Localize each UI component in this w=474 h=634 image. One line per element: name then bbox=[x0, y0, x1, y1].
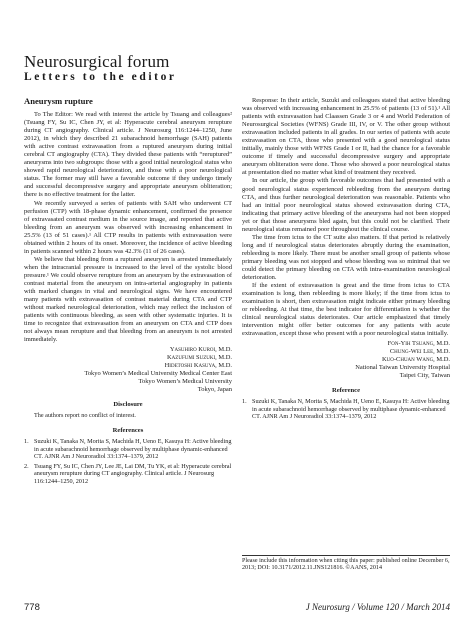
affiliation-line: National Taiwan University Hospital bbox=[355, 364, 450, 372]
letter-paragraph: To The Editor: We read with interest the article by Tsuang and colleagues² (Tsuang FY, Su IC, Chen JY, et al: Hyperacute cerebral aneurysm rerupture during CT angiography. Clinical article. J Neurosurg 116:1244–1250, June 2012), in which they described 21 subarachnoid hemorrhage (SAH) patients with active contrast extravasation from a ruptured aneurysm during initial cerebral CT angiography (CTA). They divided these patients with “reruptured” aneurysms into two subgroups: those with a good initial neurological status who showed rapid neurological deterioration, and those with a poor neurological status. The former may still have a favorable outcome if they undergo timely and successful decompressive surgery and appropriate aneurysm obliteration; there is no effective treatment for the latter. bbox=[24, 111, 232, 199]
reference-text: Suzuki K, Tanaka N, Morita S, Machida H, Ueno E, Kasuya H: Active bleeding in acute subarachnoid hemorrhage observed by multiphase dynamic-enhanced CT. AJNR Am J Neuroradiol 33:1374–1379, 2012 bbox=[34, 438, 232, 461]
affiliation-line: Taipei City, Taiwan bbox=[399, 372, 450, 380]
left-column bbox=[24, 96, 232, 487]
footnote-divider bbox=[242, 555, 450, 556]
right-column bbox=[242, 97, 450, 423]
affiliation-line: Tokyo Women’s Medical University bbox=[138, 378, 232, 386]
response-paragraph: If the extent of extravasation is great and the time from ictus to CTA examination is long, then rebleeding is more likely; if the time from ictus to examination is short, then extravasation might indicate either primary bleeding or rebleeding. At that time, the best indicator for differentiation is whether the clinical neurological status deteriorates. Our article emphasized that timely intervention might offer better outcomes for any patients with acute extravasation, except those who present with a poor neurological status initially. bbox=[242, 282, 450, 338]
letter-signature bbox=[24, 346, 232, 394]
affiliation-line: Tokyo, Japan bbox=[197, 386, 232, 394]
reference-number: 1. bbox=[242, 398, 247, 406]
page-number: 778 bbox=[24, 602, 40, 613]
journal-running-footer: J Neurosurg / Volume 120 / March 2014 bbox=[305, 602, 450, 612]
reference-item bbox=[24, 463, 232, 486]
reference-heading: Reference bbox=[331, 387, 361, 395]
author-name: Hidetoshi Kasuya, M.D. bbox=[164, 362, 232, 370]
reference-number: 2. bbox=[24, 462, 29, 470]
letters-subheading: Letters to the editor bbox=[24, 71, 177, 83]
affiliation-line: Tokyo Women’s Medical University Medical Center East bbox=[84, 370, 232, 378]
response-signature bbox=[242, 340, 450, 380]
references-heading: References bbox=[112, 427, 144, 435]
reference-text: Suzuki K, Tanaka N, Morita S, Machida H, Ueno E, Kasuya H: Active bleeding in acute subarachnoid hemorrhage observed by multiphase dynamic-enhanced CT. AJNR Am J Neuroradiol 33:1374–1379, 2012 bbox=[252, 398, 450, 421]
author-name: Fon-Yih Tsuang, M.D. bbox=[387, 340, 450, 348]
author-name: Kuo-Chuan Wang, M.D. bbox=[382, 356, 450, 364]
author-name: Yasuhiro Kuroi, M.D. bbox=[169, 346, 232, 354]
page-header bbox=[24, 52, 177, 84]
author-name: Chung-Wei Lee, M.D. bbox=[389, 348, 450, 356]
reference-item bbox=[242, 398, 450, 421]
author-name: Kazufumi Suzuki, M.D. bbox=[167, 354, 232, 362]
citation-footnote: Please include this information when citing this paper: published online December 6, 2013; DOI: 10.3171/2012.11.JNS121816. ©AANS, 2014 bbox=[242, 558, 450, 572]
reference-text: Tsuang FY, Su IC, Chen JY, Lee JE, Lai DM, Tu YK, et al: Hyperacute cerebral aneurysm rerupture during CT angiography. Clinical article. J Neurosurg 116:1244–1250, 2012 bbox=[34, 462, 232, 485]
response-paragraph: Response: In their article, Suzuki and colleagues stated that active bleeding was observed with increasing enhancement in 25.5% of patients (13 of 51).¹ All patients with extravasation had Claassen Grade 3 or 4 and World Federation of Neurosurgical Societies (WFNS) Grade III, IV, or V. The other group without extravasation included patients in all grades. In our series of patients with acute extravasation on CTA, those who presented with a good neurological status initially, mainly those with WFNS Grade I or II, had the chance for a favorable outcome if timely and successful decompressive surgery and appropriate aneurysm obliteration were done. Those who showed a poor neurological status at presentation died no matter what kind of treatment they received. bbox=[242, 97, 450, 177]
reference-item bbox=[24, 438, 232, 461]
letter-paragraph: We recently surveyed a series of patients with SAH who underwent CT perfusion (CTP) with 18-phase dynamic enhancement, confirmed the presence of extravasated contrast medium in the source image, and reported that active bleeding from an aneurysm was observed with increasing enhancement in 25.5% (13 of 51 cases).¹ All CTP results in patients with extravasation were obtained within 2 hours of its onset. Moreover, the incidence of active bleeding in patients scanned within 2 hours was 42.3% (11 of 26 cases). bbox=[24, 199, 232, 255]
article-title: Aneurysm rupture bbox=[24, 96, 93, 106]
reference-number: 1. bbox=[24, 438, 29, 446]
response-paragraph: The time from ictus to the CT suite also matters. If that period is relatively long and if neurological status deteriorates abruptly during the examination, rebleeding is more likely. There must be another small group of patients whose primary bleeding was not stopped and whose bleeding was so minimal that we could detect the primary bleeding on CTA with intra-examination neurological deterioration. bbox=[242, 233, 450, 282]
disclosure-text: The authors report no conflict of interest. bbox=[34, 412, 136, 420]
disclosure-heading: Disclosure bbox=[113, 401, 143, 409]
response-paragraph: In our article, the group with favorable outcomes that had presented with a good neurological status experienced rebleeding from the aneurysm during CTA, and thus further neurological deterioration was reasonable. Patients who had an initial poor neurological status showed extravasation during CTA, indicating that primary active bleeding of the aneurysms had not been stopped yet or that those aneurysms bled again, but this could not be clarified. Their neurological status remained poor throughout the clinical course. bbox=[242, 177, 450, 233]
journal-section-title: Neurosurgical forum bbox=[24, 52, 170, 71]
letter-paragraph: We believe that bleeding from a ruptured aneurysm is arrested immediately when the intracranial pressure is increased to the level of the systolic blood pressure.¹ We could observe rerupture from an aneurysm by the extravasation of contrast material from the aneurysm on intra-arterial angiography in patients with marked changes in vital and neurological signs. We have encountered many patients with extravasation of contrast material during CTA and CTP without marked neurological deterioration, which may reflect the inclusion of patients with continuous bleeding, as seen with other systematic injuries. It is time to recognize that extravasation from an aneurysm on CTA and CTP does not always mean rerupture and that bleeding from an aneurysm is not arrested immediately. bbox=[24, 255, 232, 344]
